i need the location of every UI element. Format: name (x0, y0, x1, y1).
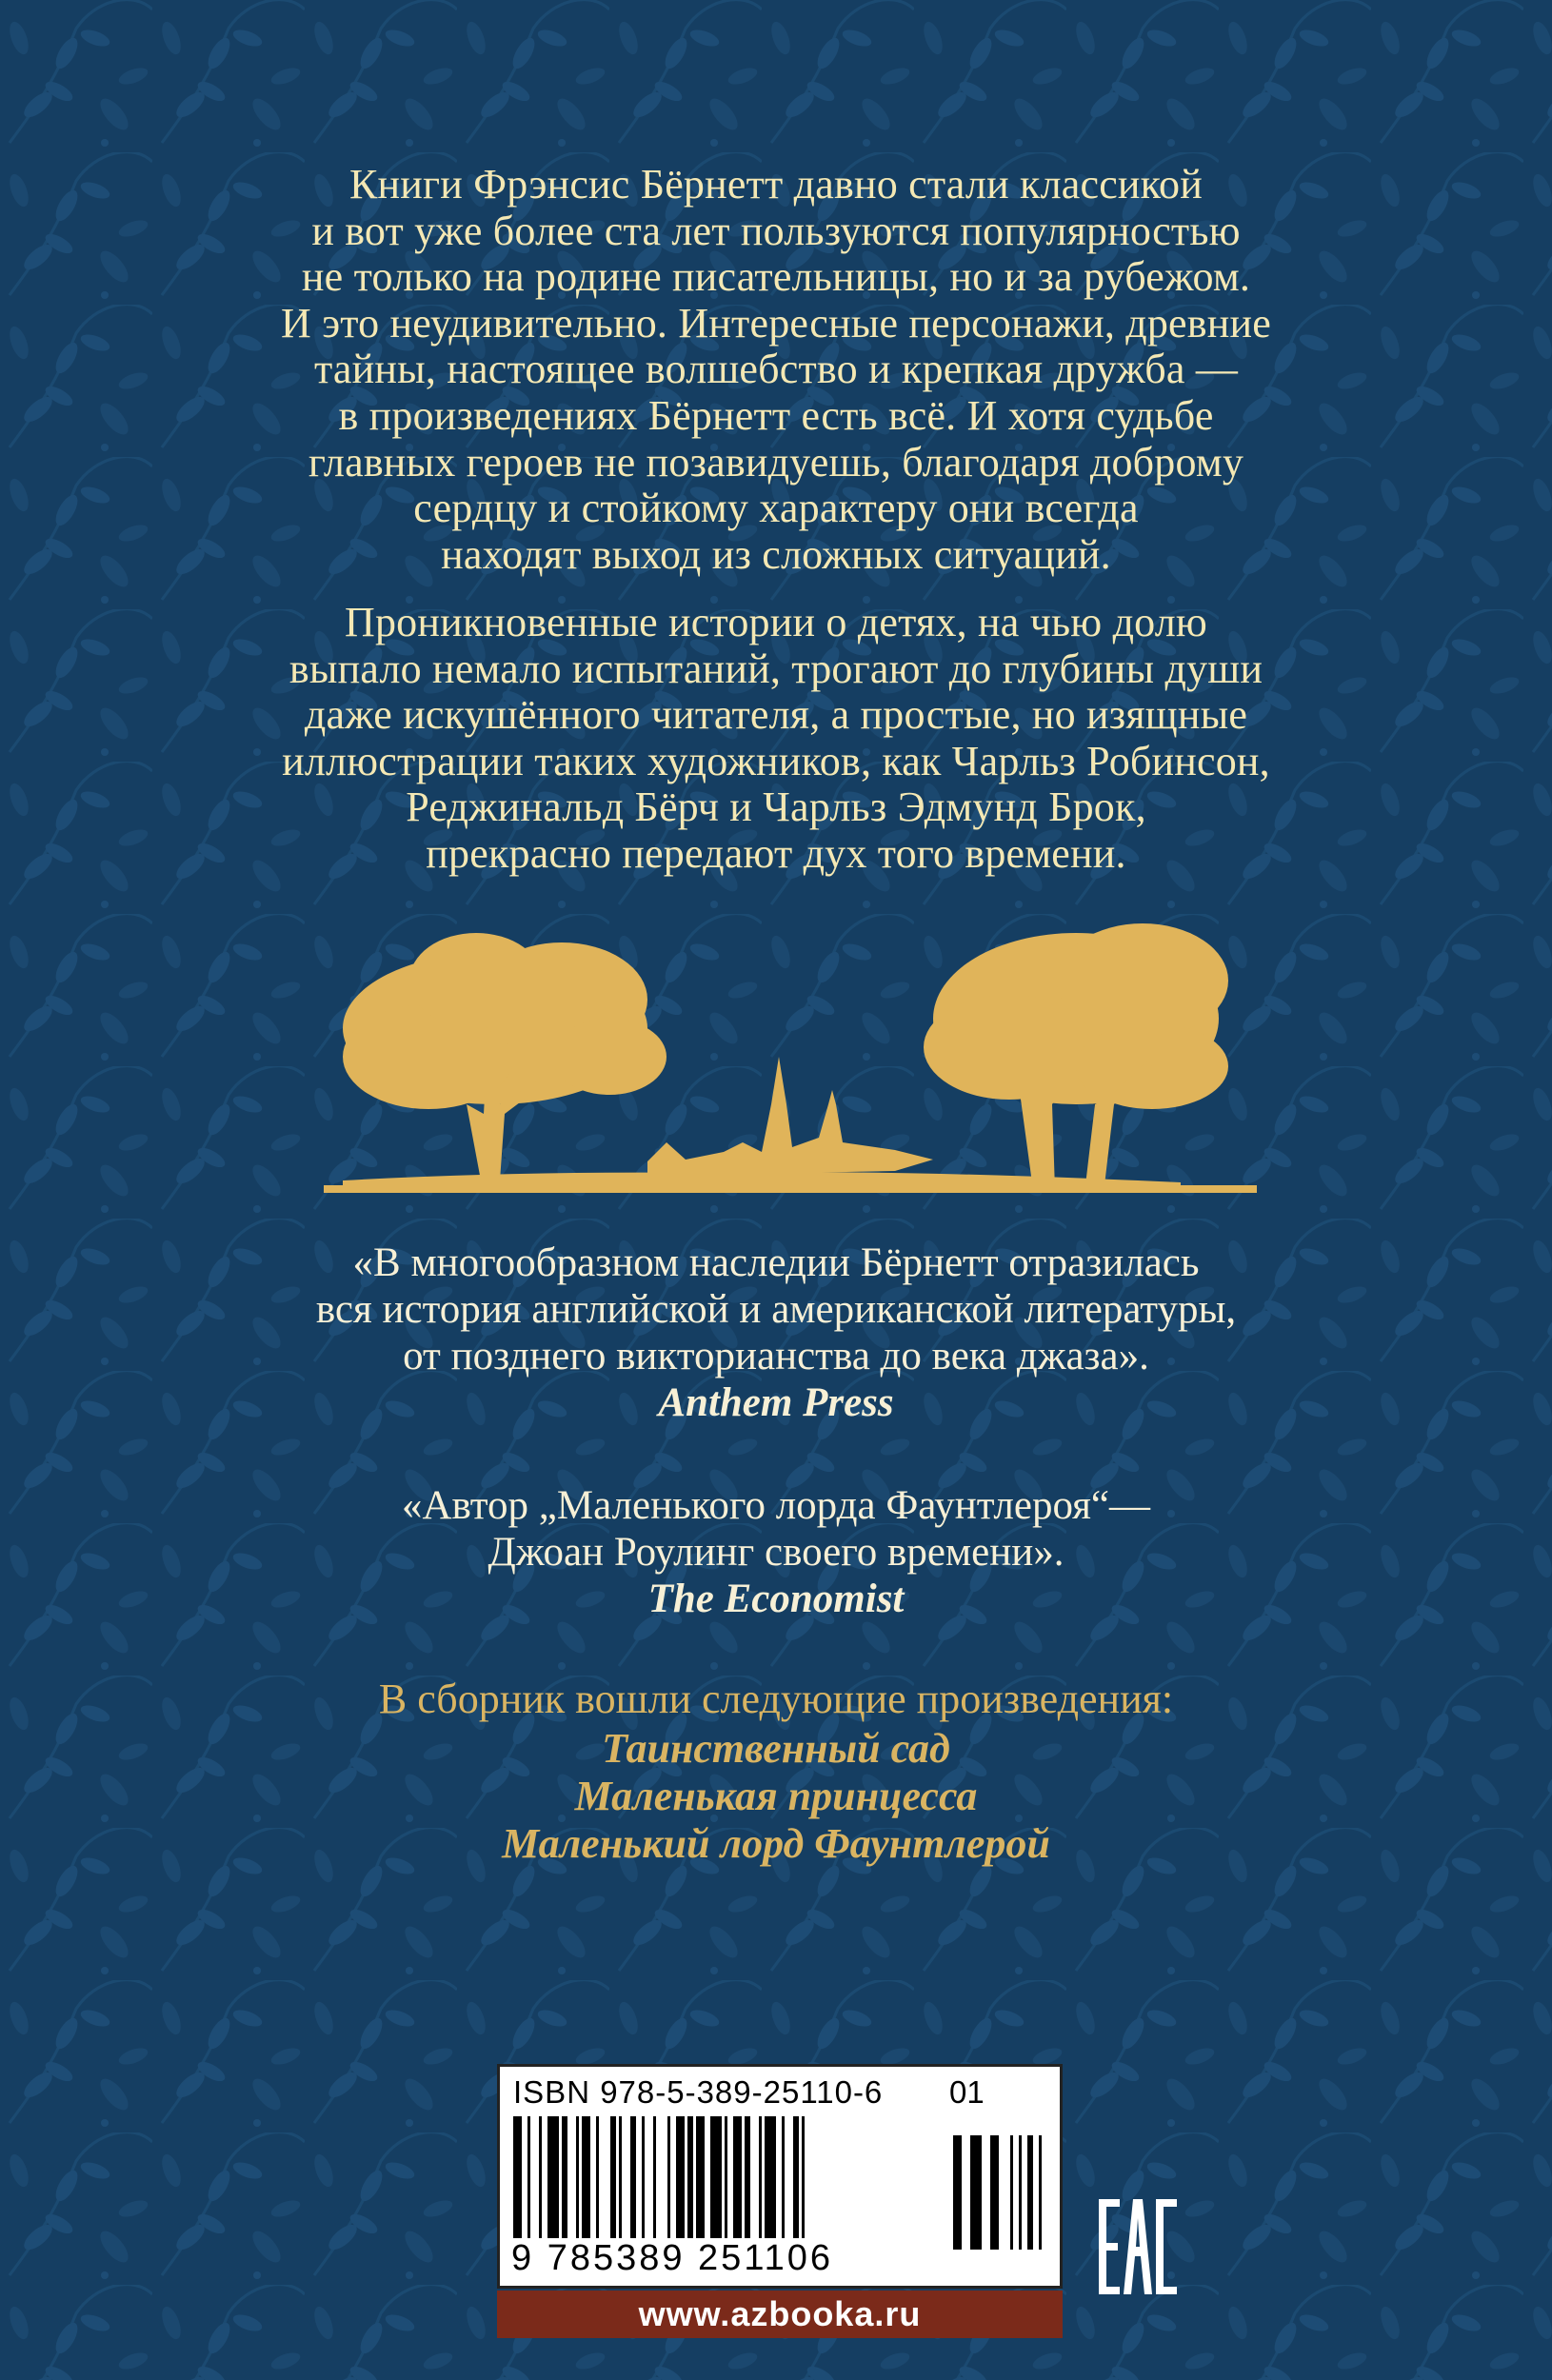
collection-intro: В сборник вошли следующие произведения: (378, 1676, 1174, 1722)
review-quote-2 (0, 1482, 1552, 1623)
quote-line: «Автор „Маленького лорда Фаунтлероя“— (401, 1483, 1151, 1528)
barcode-digits: 9 785389 251106 (507, 2238, 837, 2279)
text-line: и вот уже более ста лет пользуются популярностью (311, 207, 1241, 254)
barcode-bar (547, 2116, 559, 2250)
barcode-bar (696, 2116, 705, 2250)
barcode-bar (653, 2116, 656, 2250)
barcode-bar (733, 2116, 742, 2250)
text-line: даже искушённого читателя, а простые, но изящные (304, 691, 1248, 739)
barcode-bar (610, 2116, 616, 2250)
text-line: сердцу и стойкому характеру они всегда (413, 485, 1139, 532)
barcode-bar (642, 2116, 645, 2250)
text-line: выпало немало испытаний, трогают до глубины души (289, 645, 1263, 692)
barcode-bar (527, 2116, 530, 2250)
text-line: иллюстрации таких художников, как Чарльз Робинсон, (282, 737, 1270, 784)
barcode-bar (619, 2116, 622, 2250)
barcode-bar (667, 2116, 670, 2250)
barcode-addon-bar (953, 2135, 962, 2250)
barcode-addon-bar (1010, 2135, 1013, 2250)
work-title: Таинственный сад (602, 1725, 950, 1772)
barcode-bar (725, 2116, 727, 2250)
text-line: в произведениях Бёрнетт есть всё. И хотя судьбе (338, 391, 1214, 439)
description-paragraph-2 (0, 600, 1552, 878)
isbn-barcode (497, 2064, 1063, 2289)
text-line: Проникновенные истории о детях, на чью долю (344, 599, 1208, 645)
barcode-addon-bar (1019, 2135, 1022, 2250)
isbn-addon: 01 (949, 2074, 985, 2110)
quote-line: вся история английской и американской литературы, (315, 1287, 1237, 1332)
barcode-bar (745, 2116, 750, 2250)
barcode-addon-bar (990, 2135, 999, 2250)
barcode-bar (562, 2116, 567, 2250)
work-title: Маленький лорд Фаунтлерой (502, 1820, 1050, 1867)
barcode-bar (676, 2116, 685, 2250)
quote-line: «В многообразном наследии Бёрнетт отразилась (352, 1240, 1200, 1285)
isbn-label: ISBN 978-5-389-25110-6 (513, 2074, 884, 2110)
text-line: И это неудивительно. Интересные персонажи, древние (281, 299, 1271, 347)
barcode-bar (802, 2116, 805, 2250)
barcode-bar (710, 2116, 722, 2250)
barcode-bar (782, 2116, 785, 2250)
barcode-bar (793, 2116, 799, 2250)
text-line: прекрасно передают дух того времени. (426, 829, 1126, 877)
barcode-addon-bar (1039, 2135, 1042, 2250)
text-line: не только на родине писательницы, но и за рубежом. (301, 253, 1251, 301)
text-line: главных героев не позавидуешь, благодаря доброму (308, 438, 1244, 486)
barcode-bar (687, 2116, 693, 2250)
barcode-bar (596, 2116, 599, 2250)
quote-source: Anthem Press (658, 1380, 894, 1425)
eac-mark-icon (1099, 2199, 1177, 2294)
barcode-bar (576, 2116, 579, 2250)
text-line: находят выход из сложных ситуаций. (441, 530, 1111, 578)
barcode-bar (630, 2116, 636, 2250)
text-line: Книги Фрэнсис Бёрнетт давно стали классикой (349, 161, 1203, 208)
quote-line: от позднего викторианства до века джаза». (403, 1334, 1149, 1378)
text-line: Реджинальд Бёрч и Чарльз Эдмунд Брок, (406, 783, 1146, 831)
tree-landscape-illustration (324, 914, 1257, 1209)
work-title: Маленькая принцесса (574, 1773, 978, 1819)
quote-line: Джоан Роулинг своего времени». (487, 1530, 1065, 1575)
review-quote-1 (0, 1240, 1552, 1427)
barcode-addon-bar (970, 2135, 982, 2250)
publisher-website: www.azbooka.ru (497, 2291, 1063, 2338)
quote-source: The Economist (647, 1577, 905, 1621)
barcode-bar (582, 2116, 590, 2250)
barcode-bar (513, 2116, 522, 2250)
collection-works-list (0, 1725, 1552, 1868)
barcode-bar (759, 2116, 762, 2250)
barcode-addon-bar (1027, 2135, 1033, 2250)
text-line: тайны, настоящее волшебство и крепкая дружба — (313, 346, 1239, 393)
barcode-bars-icon (513, 2116, 1046, 2250)
description-paragraph-1 (0, 162, 1552, 578)
barcode-bar (539, 2116, 542, 2250)
barcode-bar (765, 2116, 776, 2250)
